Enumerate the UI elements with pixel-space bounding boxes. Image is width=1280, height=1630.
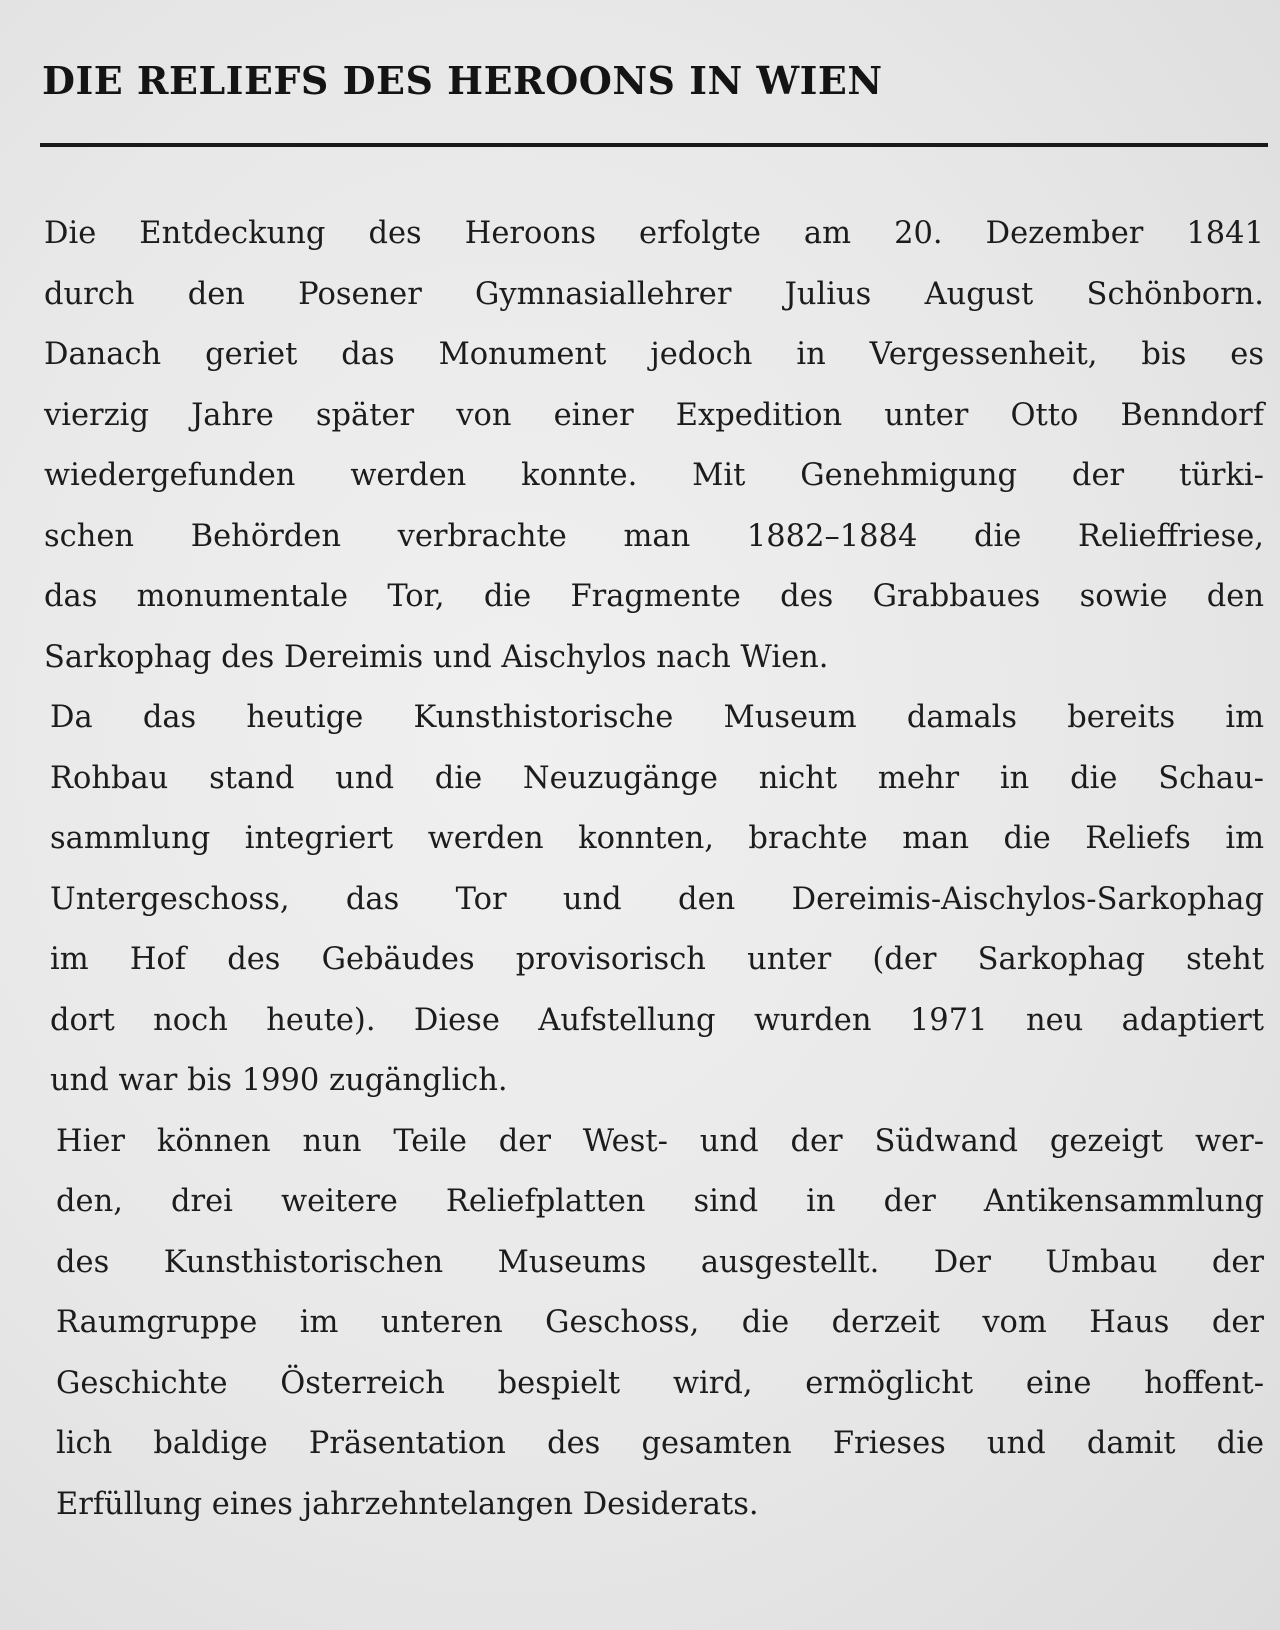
text-line: durch den Posener Gymnasiallehrer Julius August Schönborn. — [44, 276, 1264, 312]
panel-body — [44, 204, 1264, 1535]
paragraph-discovery — [44, 204, 1264, 688]
paragraph-installation — [44, 688, 1264, 1112]
text-line: Geschichte Österreich bespielt wird, ermöglicht eine hoffent- — [56, 1365, 1264, 1401]
text-line: im Hof des Gebäudes provisorisch unter (der Sarkophag steht — [50, 942, 1264, 977]
text-line: Da das heutige Kunsthistorische Museum damals bereits im — [50, 700, 1264, 735]
text-line: des Kunsthistorischen Museums ausgestellt. Der Umbau der — [56, 1244, 1264, 1280]
text-line: vierzig Jahre später von einer Expedition unter Otto Benndorf — [44, 397, 1264, 433]
text-line: Die Entdeckung des Heroons erfolgte am 20. Dezember 1841 — [44, 216, 1264, 251]
text-line: lich baldige Präsentation des gesamten Frieses und damit die — [56, 1426, 1264, 1461]
text-line: und war bis 1990 zugänglich. — [50, 1063, 508, 1098]
text-line: Danach geriet das Monument jedoch in Vergessenheit, bis es — [44, 337, 1264, 372]
title-underline-rule — [40, 143, 1268, 147]
text-line: wiedergefunden werden konnte. Mit Genehmigung der türki- — [44, 458, 1264, 493]
text-line: schen Behörden verbrachte man 1882–1884 die Relieffriese, — [44, 518, 1264, 554]
text-line: Rohbau stand und die Neuzugänge nicht mehr in die Schau- — [50, 760, 1264, 796]
text-line: sammlung integriert werden konnten, brachte man die Reliefs im — [50, 821, 1264, 856]
text-line: Erfüllung eines jahrzehntelangen Desiderats. — [56, 1486, 759, 1522]
text-line: das monumentale Tor, die Fragmente des Grabbaues sowie den — [44, 579, 1264, 614]
panel-title: DIE RELIEFS DES HEROONS IN WIEN — [42, 58, 883, 103]
text-line: dort noch heute). Diese Aufstellung wurden 1971 neu adaptiert — [50, 1002, 1264, 1038]
text-line: den, drei weitere Reliefplatten sind in der Antikensammlung — [56, 1184, 1264, 1219]
text-line: Raumgruppe im unteren Geschoss, die derzeit vom Haus der — [56, 1305, 1264, 1340]
paragraph-current-display — [44, 1112, 1264, 1536]
text-line: Sarkophag des Dereimis und Aischylos nach Wien. — [44, 639, 829, 675]
text-line: Untergeschoss, das Tor und den Dereimis-Aischylos-Sarkophag — [50, 881, 1264, 917]
text-line: Hier können nun Teile der West- und der Südwand gezeigt wer- — [56, 1123, 1264, 1159]
